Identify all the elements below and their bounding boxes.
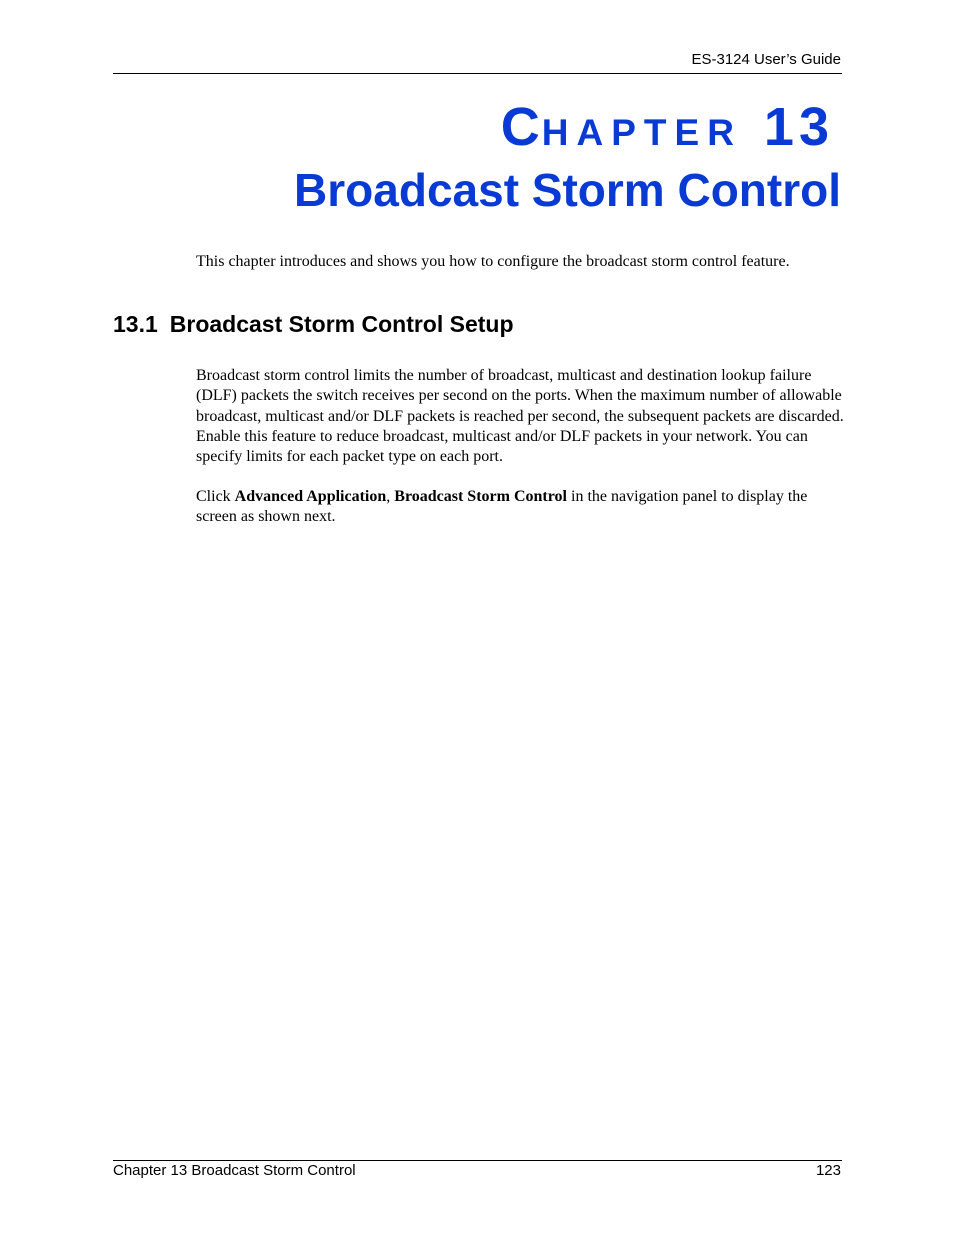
section-heading	[113, 311, 514, 339]
chapter-label-initial: C	[500, 97, 542, 157]
navigation-instruction	[196, 487, 844, 528]
guide-title: ES-3124 User’s Guide	[691, 51, 841, 68]
instruction-lead: Click	[196, 488, 235, 505]
footer-chapter-title: Chapter 13 Broadcast Storm Control	[113, 1162, 356, 1179]
instruction-tail: in the navigation panel to display the screen as shown next.	[196, 488, 808, 526]
menu-path-advanced-application: Advanced Application	[234, 488, 387, 505]
chapter-title: Broadcast Storm Control	[294, 164, 841, 216]
footer-divider	[113, 1160, 842, 1161]
instruction-separator: ,	[386, 488, 395, 505]
body-paragraph: Broadcast storm control limits the number of broadcast, multicast and destination lookup failure (DLF) packets the switch receives per second on the ports. When the maximum number of allowable broadcast, multicast and/or DLF packets is reached per second, the subsequent packets are discarded. Enable this feature to reduce broadcast, multicast and/or DLF packets in your network. You can specify limits for each packet type on each port.	[196, 367, 844, 466]
menu-path-broadcast-storm-control: Broadcast Storm Control	[394, 488, 567, 505]
chapter-number: 13	[763, 97, 834, 157]
chapter-label-rest: HAPTER	[541, 112, 742, 153]
chapter-intro: This chapter introduces and shows you how to configure the broadcast storm control feature.	[196, 253, 790, 270]
section-number: 13.1	[113, 311, 158, 337]
page-number: 123	[815, 1162, 841, 1179]
chapter-label	[500, 97, 834, 157]
header-divider	[113, 73, 842, 74]
section-title: Broadcast Storm Control Setup	[169, 311, 514, 337]
